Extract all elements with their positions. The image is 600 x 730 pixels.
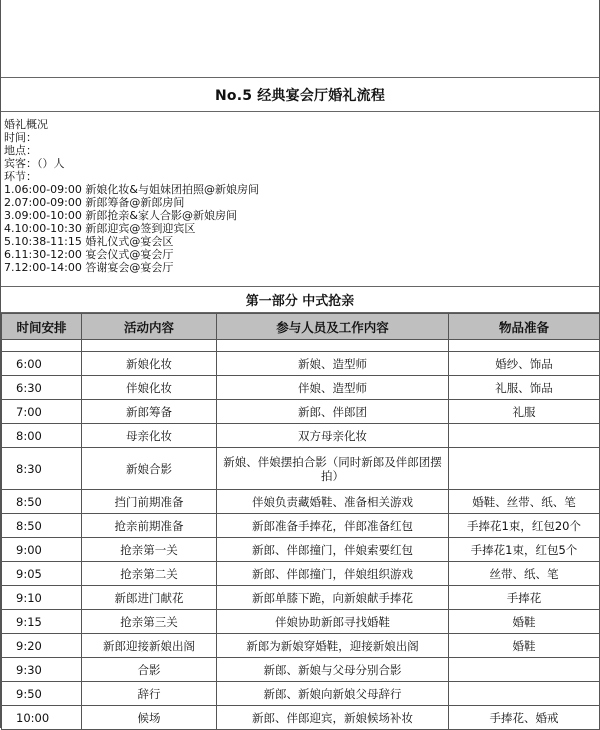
cell-activity: 新郎进门献花: [82, 586, 217, 610]
cell-people: 新郎、伴郎迎宾，新娘候场补妆: [217, 706, 449, 730]
table-row: [2, 538, 600, 562]
overview-guests: 宾客：（）人: [4, 157, 65, 170]
cell-people: 新郎准备手捧花，伴郎准备红包: [217, 514, 449, 538]
table-row: [2, 682, 600, 706]
cell-activity: 候场: [82, 706, 217, 730]
overview-segment: 3.09:00-10:00 新郎抢亲&家人合影@新娘房间: [4, 209, 237, 222]
table-row: [2, 658, 600, 682]
cell-people: 新郎单膝下跪，向新娘献手捧花: [217, 586, 449, 610]
cell-people: 双方母亲化妆: [217, 424, 449, 448]
table-row-blank: [2, 340, 600, 352]
cell-time: 9:00: [2, 538, 82, 562]
header-activity: 活动内容: [82, 314, 217, 340]
blank-header-area: [1, 0, 599, 78]
table-row: [2, 586, 600, 610]
table-row: [2, 376, 600, 400]
cell-time: 8:30: [2, 448, 82, 490]
cell-people: 新娘、造型师: [217, 352, 449, 376]
cell-people: 新郎为新娘穿婚鞋，迎接新娘出阁: [217, 634, 449, 658]
cell-items: 手捧花、婚戒: [449, 706, 600, 730]
cell-activity: 母亲化妆: [82, 424, 217, 448]
cell-time: 10:00: [2, 706, 82, 730]
cell-time: 8:00: [2, 424, 82, 448]
table-row: [2, 424, 600, 448]
overview-segment: 7.12:00-14:00 答谢宴会@宴会厅: [4, 261, 174, 274]
table-row: [2, 400, 600, 424]
overview-segment: 6.11:30-12:00 宴会仪式@宴会厅: [4, 248, 174, 261]
cell-items: 手捧花1束，红包5个: [449, 538, 600, 562]
table-row: [2, 448, 600, 490]
cell-activity: 抢亲第一关: [82, 538, 217, 562]
header-people: 参与人员及工作内容: [217, 314, 449, 340]
table-row: [2, 610, 600, 634]
table-row: [2, 490, 600, 514]
cell-people: 新郎、伴郎团: [217, 400, 449, 424]
cell-activity: 新郎迎接新娘出阁: [82, 634, 217, 658]
overview-segment: 4.10:00-10:30 新郎迎宾@签到迎宾区: [4, 222, 196, 235]
cell-items: [449, 658, 600, 682]
cell-activity: 挡门前期准备: [82, 490, 217, 514]
cell-items: 婚鞋: [449, 634, 600, 658]
table-header-row: [2, 314, 600, 340]
cell-time: 8:50: [2, 514, 82, 538]
overview-segment: 1.06:00-09:00 新娘化妆&与姐妹团拍照@新娘房间: [4, 183, 259, 196]
table-row: [2, 352, 600, 376]
cell-activity: 抢亲第三关: [82, 610, 217, 634]
cell-items: [449, 682, 600, 706]
cell-activity: 抢亲第二关: [82, 562, 217, 586]
table-row: [2, 562, 600, 586]
cell-items: 婚纱、饰品: [449, 352, 600, 376]
header-items: 物品准备: [449, 314, 600, 340]
cell-time: 9:50: [2, 682, 82, 706]
cell-items: 礼服: [449, 400, 600, 424]
cell-items: [449, 424, 600, 448]
cell-time: 7:00: [2, 400, 82, 424]
cell-people: 伴娘协助新郎寻找婚鞋: [217, 610, 449, 634]
cell-activity: 合影: [82, 658, 217, 682]
overview-place: 地点：: [4, 144, 37, 157]
header-time: 时间安排: [2, 314, 82, 340]
overview-segment: 5.10:38-11:15 婚礼仪式@宴会区: [4, 235, 174, 248]
cell-items: [449, 448, 600, 490]
section-title: 第一部分 中式抢亲: [1, 287, 599, 313]
cell-people: 新娘、伴娘摆拍合影（同时新郎及伴郎团摆拍）: [217, 448, 449, 490]
overview-time: 时间：: [4, 131, 37, 144]
cell-time: 8:50: [2, 490, 82, 514]
wedding-overview: [1, 112, 599, 287]
cell-items: 丝带、纸、笔: [449, 562, 600, 586]
cell-time: 9:15: [2, 610, 82, 634]
cell-time: 6:00: [2, 352, 82, 376]
cell-people: 新郎、新娘向新娘父母辞行: [217, 682, 449, 706]
cell-people: 新郎、伴郎撞门，伴娘组织游戏: [217, 562, 449, 586]
cell-items: 礼服、饰品: [449, 376, 600, 400]
cell-time: 9:20: [2, 634, 82, 658]
cell-time: 6:30: [2, 376, 82, 400]
cell-people: 伴娘、造型师: [217, 376, 449, 400]
page-title: No.5 经典宴会厅婚礼流程: [1, 78, 599, 112]
table-row: [2, 706, 600, 730]
cell-items: 婚鞋、丝带、纸、笔: [449, 490, 600, 514]
cell-time: 9:30: [2, 658, 82, 682]
schedule-table: [1, 313, 600, 730]
overview-heading: 婚礼概况: [4, 118, 48, 131]
cell-activity: 新娘化妆: [82, 352, 217, 376]
cell-people: 新郎、新娘与父母分别合影: [217, 658, 449, 682]
overview-segment: 2.07:00-09:00 新郎筹备@新郎房间: [4, 196, 185, 209]
cell-activity: 抢亲前期准备: [82, 514, 217, 538]
table-row: [2, 514, 600, 538]
cell-items: 手捧花1束，红包20个: [449, 514, 600, 538]
cell-items: 婚鞋: [449, 610, 600, 634]
cell-time: 9:05: [2, 562, 82, 586]
cell-activity: 辞行: [82, 682, 217, 706]
cell-activity: 伴娘化妆: [82, 376, 217, 400]
table-row: [2, 634, 600, 658]
cell-activity: 新娘合影: [82, 448, 217, 490]
cell-people: 伴娘负责藏婚鞋、准备相关游戏: [217, 490, 449, 514]
cell-activity: 新郎筹备: [82, 400, 217, 424]
overview-segments-label: 环节：: [4, 170, 37, 183]
cell-items: 手捧花: [449, 586, 600, 610]
cell-people: 新郎、伴郎撞门，伴娘索要红包: [217, 538, 449, 562]
cell-time: 9:10: [2, 586, 82, 610]
